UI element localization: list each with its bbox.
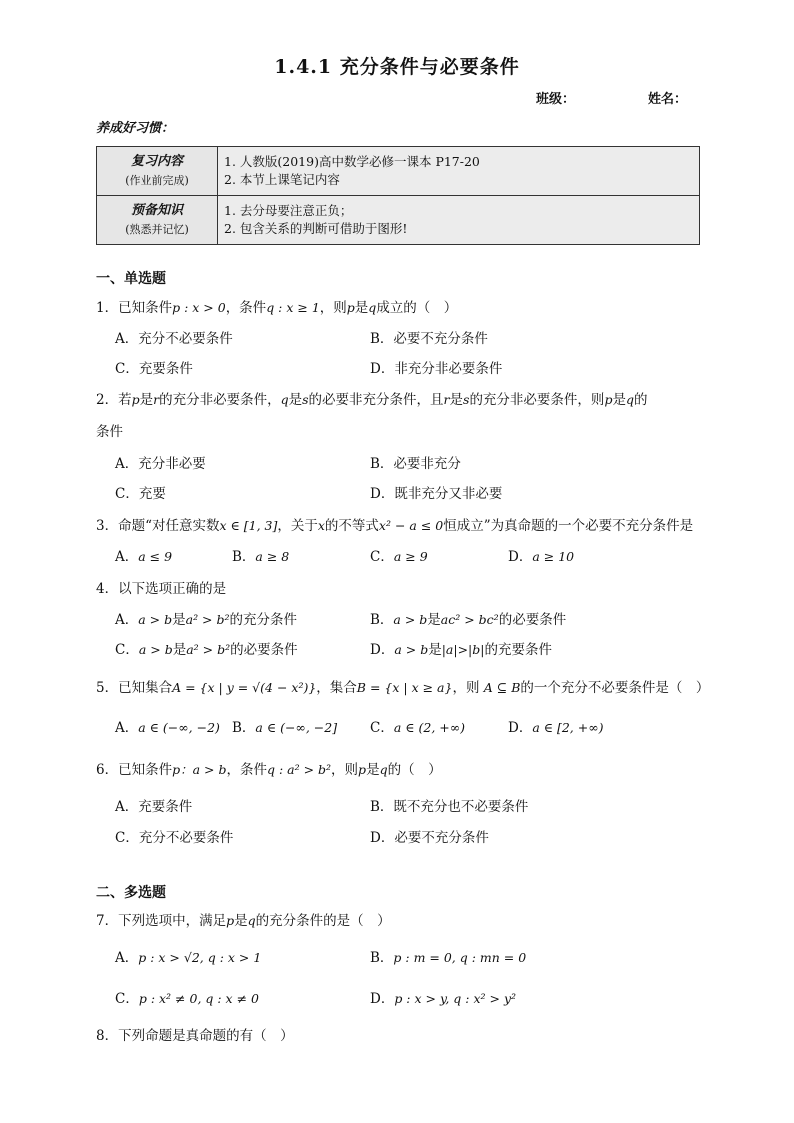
q2-math: p bbox=[604, 392, 613, 407]
option-math: a ∈ (−∞, −2] bbox=[255, 720, 338, 735]
q2-text: 的必要非充分条件，且 bbox=[308, 392, 444, 408]
q4-option-c[interactable] bbox=[115, 638, 298, 658]
q1-text: 1．已知条件 bbox=[96, 300, 173, 316]
q2-math: p bbox=[131, 392, 140, 407]
option-math: a > b bbox=[393, 612, 428, 627]
table-head-cell bbox=[97, 196, 218, 245]
option-label: B． bbox=[232, 720, 256, 736]
class-label: 班级： bbox=[536, 92, 576, 107]
option-label: C． bbox=[115, 642, 139, 658]
q6-text: 是 bbox=[366, 762, 380, 778]
q2-text: 是 bbox=[612, 392, 626, 408]
q5-option-d[interactable] bbox=[508, 716, 604, 736]
q6-math: q bbox=[379, 762, 388, 777]
q1-math: q : x ≥ 1 bbox=[266, 300, 320, 315]
option-label: A． bbox=[115, 950, 139, 966]
name-label: 姓名： bbox=[648, 92, 688, 107]
option-math: a ≥ 10 bbox=[532, 549, 575, 564]
option-label: A． bbox=[115, 612, 139, 628]
q5-text: ，则 bbox=[452, 680, 484, 696]
review-line: 1. 人教版(2019)高中数学必修一课本 P17-20 bbox=[224, 154, 480, 169]
info-table bbox=[96, 146, 700, 245]
option-math: a > b bbox=[394, 642, 429, 657]
review-line: 2. 本节上课笔记内容 bbox=[224, 172, 340, 187]
option-label: C． bbox=[370, 720, 394, 736]
q5-text: 的一个充分不必要条件是（ ） bbox=[520, 680, 710, 696]
option-label: D． bbox=[508, 720, 533, 736]
question-1 bbox=[96, 296, 457, 316]
q4-option-b[interactable] bbox=[370, 608, 566, 628]
option-label: D． bbox=[370, 991, 395, 1007]
option-math: p : m = 0, q : mn = 0 bbox=[393, 950, 527, 965]
q3-option-d[interactable] bbox=[508, 545, 574, 565]
q2-math: r bbox=[153, 392, 160, 407]
page-title: 1.4.1 充分条件与必要条件 bbox=[274, 56, 520, 78]
q5-option-a[interactable] bbox=[115, 716, 220, 736]
q6-math: p：a > b bbox=[172, 762, 227, 777]
q1-text: 是 bbox=[354, 300, 369, 316]
q7-math: q bbox=[247, 913, 256, 928]
option-label: D． bbox=[508, 549, 533, 565]
prep-subheading: (熟悉并记忆) bbox=[125, 223, 189, 236]
option-text: 的必要条件 bbox=[498, 612, 567, 628]
option-label: A． bbox=[115, 549, 139, 565]
q1-option-a[interactable]: A．充分不必要条件 bbox=[115, 331, 233, 347]
q7-option-a[interactable] bbox=[115, 946, 261, 966]
question-2 bbox=[96, 388, 647, 408]
q7-text: 7．下列选项中，满足 bbox=[96, 913, 227, 929]
q6-text: 的（ ） bbox=[387, 762, 442, 778]
q7-option-d[interactable] bbox=[370, 987, 516, 1007]
q3-math: x bbox=[317, 518, 325, 533]
q2-text: 是 bbox=[139, 392, 154, 408]
q6-text: 6．已知条件 bbox=[96, 762, 173, 778]
option-math: a² > b² bbox=[185, 612, 230, 627]
table-body-cell bbox=[218, 196, 700, 245]
q1-option-b[interactable]: B．必要不充分条件 bbox=[370, 331, 488, 347]
q7-math: p bbox=[226, 913, 235, 928]
option-math: a² > b² bbox=[186, 642, 231, 657]
option-text: 的充要条件 bbox=[484, 642, 552, 658]
q2-text: 2．若 bbox=[96, 392, 132, 408]
q1-option-c[interactable]: C．充要条件 bbox=[115, 361, 193, 377]
option-math: a ≥ 8 bbox=[255, 549, 290, 564]
q2-option-a[interactable]: A．充分非必要 bbox=[115, 456, 206, 472]
q5-math: A = {x | y = √(4 − x²)} bbox=[172, 680, 317, 695]
table-head-cell bbox=[97, 147, 218, 196]
q3-math: x ∈ [1, 3] bbox=[219, 518, 278, 533]
option-math: a > b bbox=[138, 642, 173, 657]
q2-option-d[interactable]: D．既非充分又非必要 bbox=[370, 486, 503, 502]
q2-text: 是 bbox=[288, 392, 303, 408]
option-math: a ≤ 9 bbox=[138, 549, 173, 564]
q6-math: p bbox=[358, 762, 367, 777]
q7-option-c[interactable] bbox=[115, 987, 259, 1007]
table-row bbox=[97, 196, 700, 245]
option-text: 是 bbox=[428, 642, 442, 658]
question-4: 4．以下选项正确的是 bbox=[96, 581, 227, 597]
question-7 bbox=[96, 909, 391, 929]
q7-text: 的充分条件的是（ ） bbox=[255, 913, 391, 929]
q2-math: q bbox=[625, 392, 634, 407]
question-6 bbox=[96, 758, 442, 778]
q3-text: 恒成立”为真命题的一个必要不充分条件是 bbox=[443, 518, 694, 534]
question-8: 8．下列命题是真命题的有（ ） bbox=[96, 1028, 294, 1044]
q5-math: B = {x | x ≥ a} bbox=[356, 680, 453, 695]
q1-text: ，条件 bbox=[225, 300, 267, 316]
option-label: C． bbox=[115, 991, 139, 1007]
q6-text: ，则 bbox=[331, 762, 359, 778]
q3-option-a[interactable] bbox=[115, 545, 172, 565]
q6-option-b[interactable]: B．既不充分也不必要条件 bbox=[370, 799, 529, 815]
q1-text: ，则 bbox=[319, 300, 347, 316]
q5-text: ，集合 bbox=[316, 680, 357, 696]
q1-math: p : x > 0 bbox=[172, 300, 226, 315]
option-math: a ∈ (−∞, −2) bbox=[138, 720, 220, 735]
q3-option-c[interactable] bbox=[370, 545, 428, 565]
q2-option-b[interactable]: B．必要非充分 bbox=[370, 456, 461, 472]
option-math: |a|>|b| bbox=[441, 642, 485, 657]
q6-option-c[interactable]: C．充分不必要条件 bbox=[115, 830, 234, 846]
q2-math: q bbox=[280, 392, 289, 407]
q1-math: p bbox=[346, 300, 355, 315]
q6-option-a[interactable]: A．充要条件 bbox=[115, 799, 193, 815]
option-text: 的充分条件 bbox=[229, 612, 298, 628]
option-math: p : x² ≠ 0, q : x ≠ 0 bbox=[138, 991, 259, 1006]
option-text: 是 bbox=[172, 612, 186, 628]
q2-math: s bbox=[463, 392, 470, 407]
q1-text: 成立的（ ） bbox=[376, 300, 458, 316]
q2-text: 的充分非必要条件， bbox=[159, 392, 281, 408]
section-multi-choice: 二、多选题 bbox=[96, 885, 166, 901]
q5-option-c[interactable] bbox=[370, 716, 465, 736]
option-math: a ∈ [2, +∞) bbox=[532, 720, 604, 735]
q2-line-2: 条件 bbox=[96, 424, 123, 440]
q7-text: 是 bbox=[234, 913, 248, 929]
question-3 bbox=[96, 514, 693, 534]
option-label: B． bbox=[370, 950, 394, 966]
option-text: 的必要条件 bbox=[230, 642, 298, 658]
q5-option-b[interactable] bbox=[232, 716, 337, 736]
q7-option-b[interactable] bbox=[370, 946, 526, 966]
review-heading: 复习内容 bbox=[130, 154, 183, 169]
prep-heading: 预备知识 bbox=[130, 203, 183, 218]
q3-option-b[interactable] bbox=[232, 545, 289, 565]
q2-text: 的充分非必要条件，则 bbox=[469, 392, 605, 408]
q5-math: A ⊆ B bbox=[483, 680, 521, 695]
habit-label: 养成好习惯： bbox=[96, 121, 175, 136]
question-5 bbox=[96, 676, 709, 696]
q3-math: x² − a ≤ 0 bbox=[378, 518, 444, 533]
table-row bbox=[97, 147, 700, 196]
section-single-choice: 一、单选题 bbox=[96, 271, 166, 287]
q3-text: 3．命题“对任意实数 bbox=[96, 518, 220, 534]
q6-option-d[interactable]: D．必要不充分条件 bbox=[370, 830, 489, 846]
option-math: ac² > bc² bbox=[440, 612, 499, 627]
q6-math: q : a² > b² bbox=[266, 762, 332, 777]
q1-math: q bbox=[368, 300, 377, 315]
option-text: 是 bbox=[427, 612, 441, 628]
option-label: B． bbox=[370, 612, 394, 628]
option-label: D． bbox=[370, 642, 395, 658]
option-text: 是 bbox=[172, 642, 187, 658]
q5-text: 5．已知集合 bbox=[96, 680, 173, 696]
option-label: B． bbox=[232, 549, 256, 565]
q4-option-a[interactable] bbox=[115, 608, 297, 628]
option-label: C． bbox=[370, 549, 394, 565]
q2-math: s bbox=[302, 392, 309, 407]
q1-option-d[interactable]: D．非充分非必要条件 bbox=[370, 361, 503, 377]
table-body-cell bbox=[218, 147, 700, 196]
q2-text: 是 bbox=[449, 392, 464, 408]
q4-option-d[interactable] bbox=[370, 638, 552, 658]
option-math: a > b bbox=[138, 612, 173, 627]
q2-option-c[interactable]: C．充要 bbox=[115, 486, 166, 502]
option-math: p : x > √2, q : x > 1 bbox=[138, 950, 262, 965]
q6-text: ，条件 bbox=[226, 762, 267, 778]
prep-line: 2. 包含关系的判断可借助于图形! bbox=[224, 221, 408, 236]
q3-text: ，关于 bbox=[277, 518, 318, 534]
q2-math: r bbox=[443, 392, 450, 407]
option-math: a ∈ (2, +∞) bbox=[393, 720, 466, 735]
option-math: p : x > y, q : x² > y² bbox=[394, 991, 517, 1006]
option-label: A． bbox=[115, 720, 139, 736]
option-math: a ≥ 9 bbox=[393, 549, 428, 564]
q3-text: 的不等式 bbox=[324, 518, 379, 534]
prep-line: 1. 去分母要注意正负； bbox=[224, 203, 353, 218]
q2-text: 的 bbox=[633, 392, 648, 408]
review-subheading: (作业前完成) bbox=[125, 174, 189, 187]
